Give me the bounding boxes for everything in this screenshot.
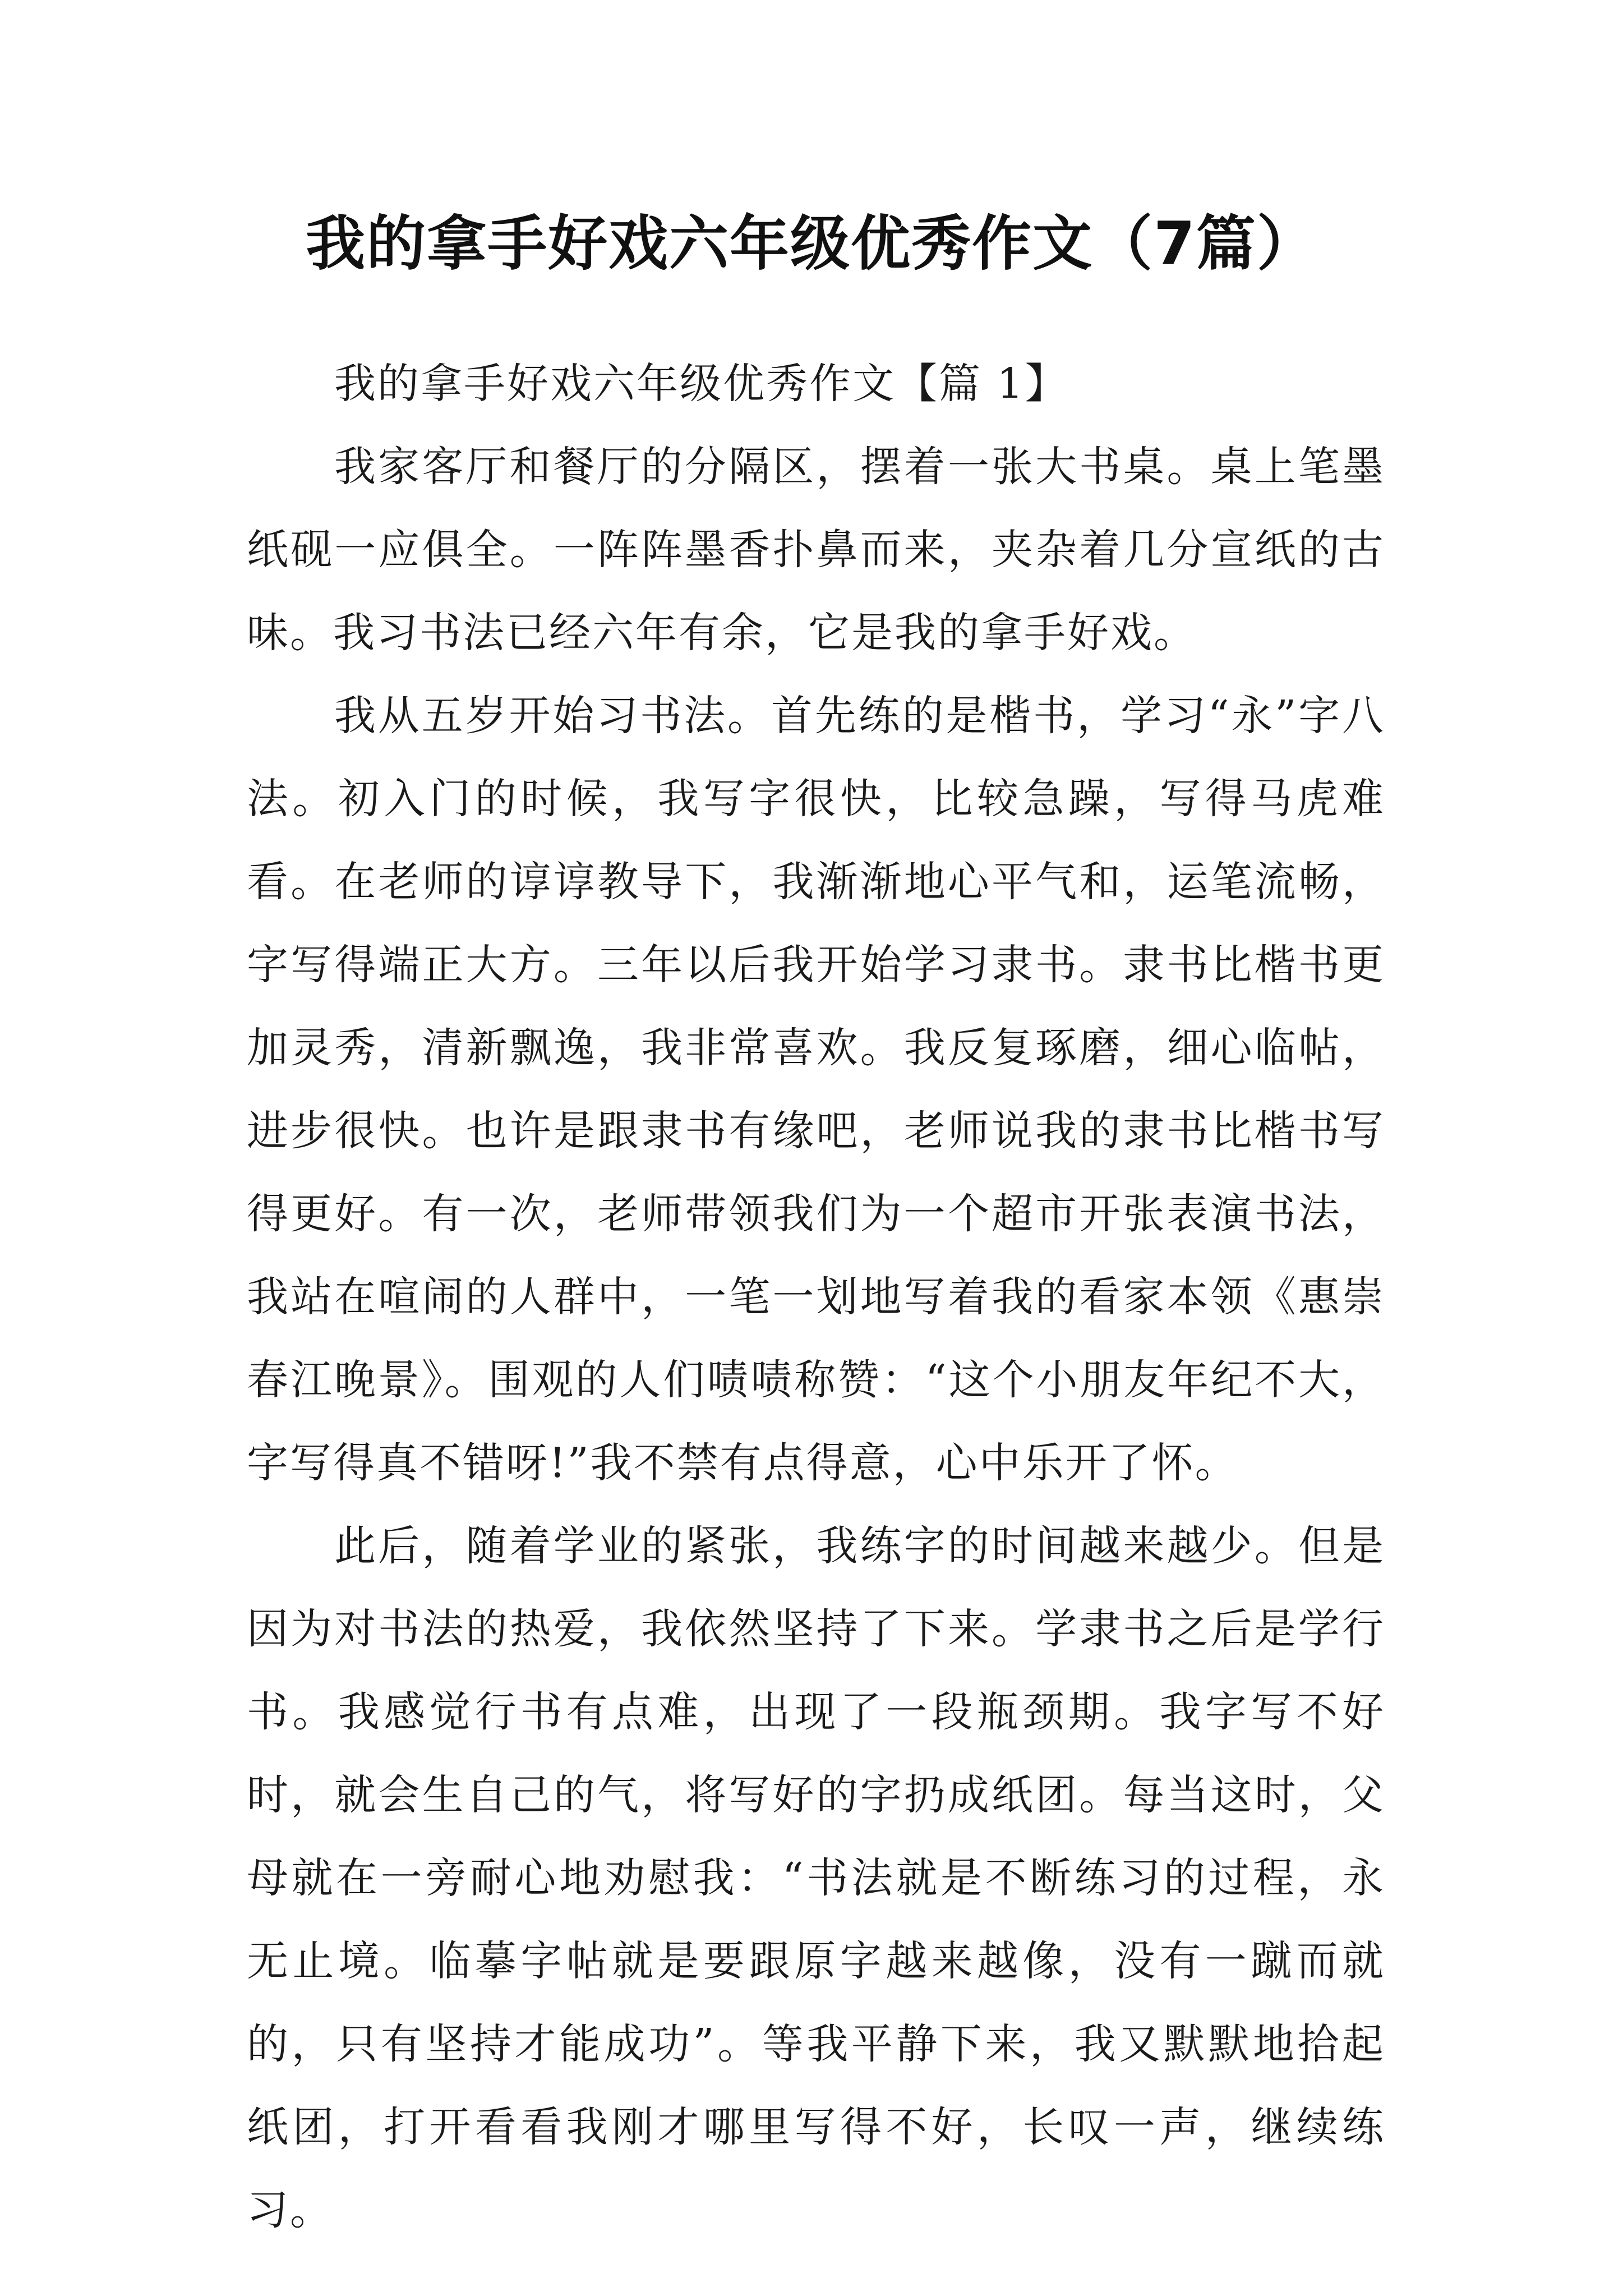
document-title: 我的拿手好戏六年级优秀作文（7篇）	[306, 209, 1317, 278]
document-body	[247, 342, 1385, 2252]
paragraph-3: 此后，随着学业的紧张，我练字的时间越来越少。但是因为对书法的热爱，我依然坚持了下来。学隶书之后是学行书。我感觉行书有点难，出现了一段瓶颈期。我字写不好时，就会生自己的气，将写好的字扔成纸团。每当这时，父母就在一旁耐心地劝慰我：“书法就是不断练习的过程，永无止境。临摹字帖就是要跟原字越来越像，没有一蹴而就的，只有坚持才能成功”。等我平静下来，我又默默地拾起纸团，打开看看我刚才哪里写得不好，长叹一声，继续练习。	[247, 1522, 1385, 2234]
section-heading: 我的拿手好戏六年级优秀作文【篇 1】	[334, 360, 1068, 408]
paragraph-2: 我从五岁开始习书法。首先练的是楷书，学习“永”字八法。初入门的时候，我写字很快，比较急躁，写得马虎难看。在老师的谆谆教导下，我渐渐地心平气和，运笔流畅，字写得端正大方。三年以后我开始学习隶书。隶书比楷书更加灵秀，清新飘逸，我非常喜欢。我反复琢磨，细心临帖，进步很快。也许是跟隶书有缘吧，老师说我的隶书比楷书写得更好。有一次，老师带领我们为一个超市开张表演书法，我站在喧闹的人群中，一笔一划地写着我的看家本领《惠崇春江晚景》。围观的人们啧啧称赞：“这个小朋友年纪不大，字写得真不错呀!”我不禁有点得意，心中乐开了怀。	[247, 692, 1385, 1487]
paragraph-1: 我家客厅和餐厅的分隔区，摆着一张大书桌。桌上笔墨纸砚一应俱全。一阵阵墨香扑鼻而来，夹杂着几分宣纸的古味。我习书法已经六年有余，它是我的拿手好戏。	[247, 443, 1385, 657]
